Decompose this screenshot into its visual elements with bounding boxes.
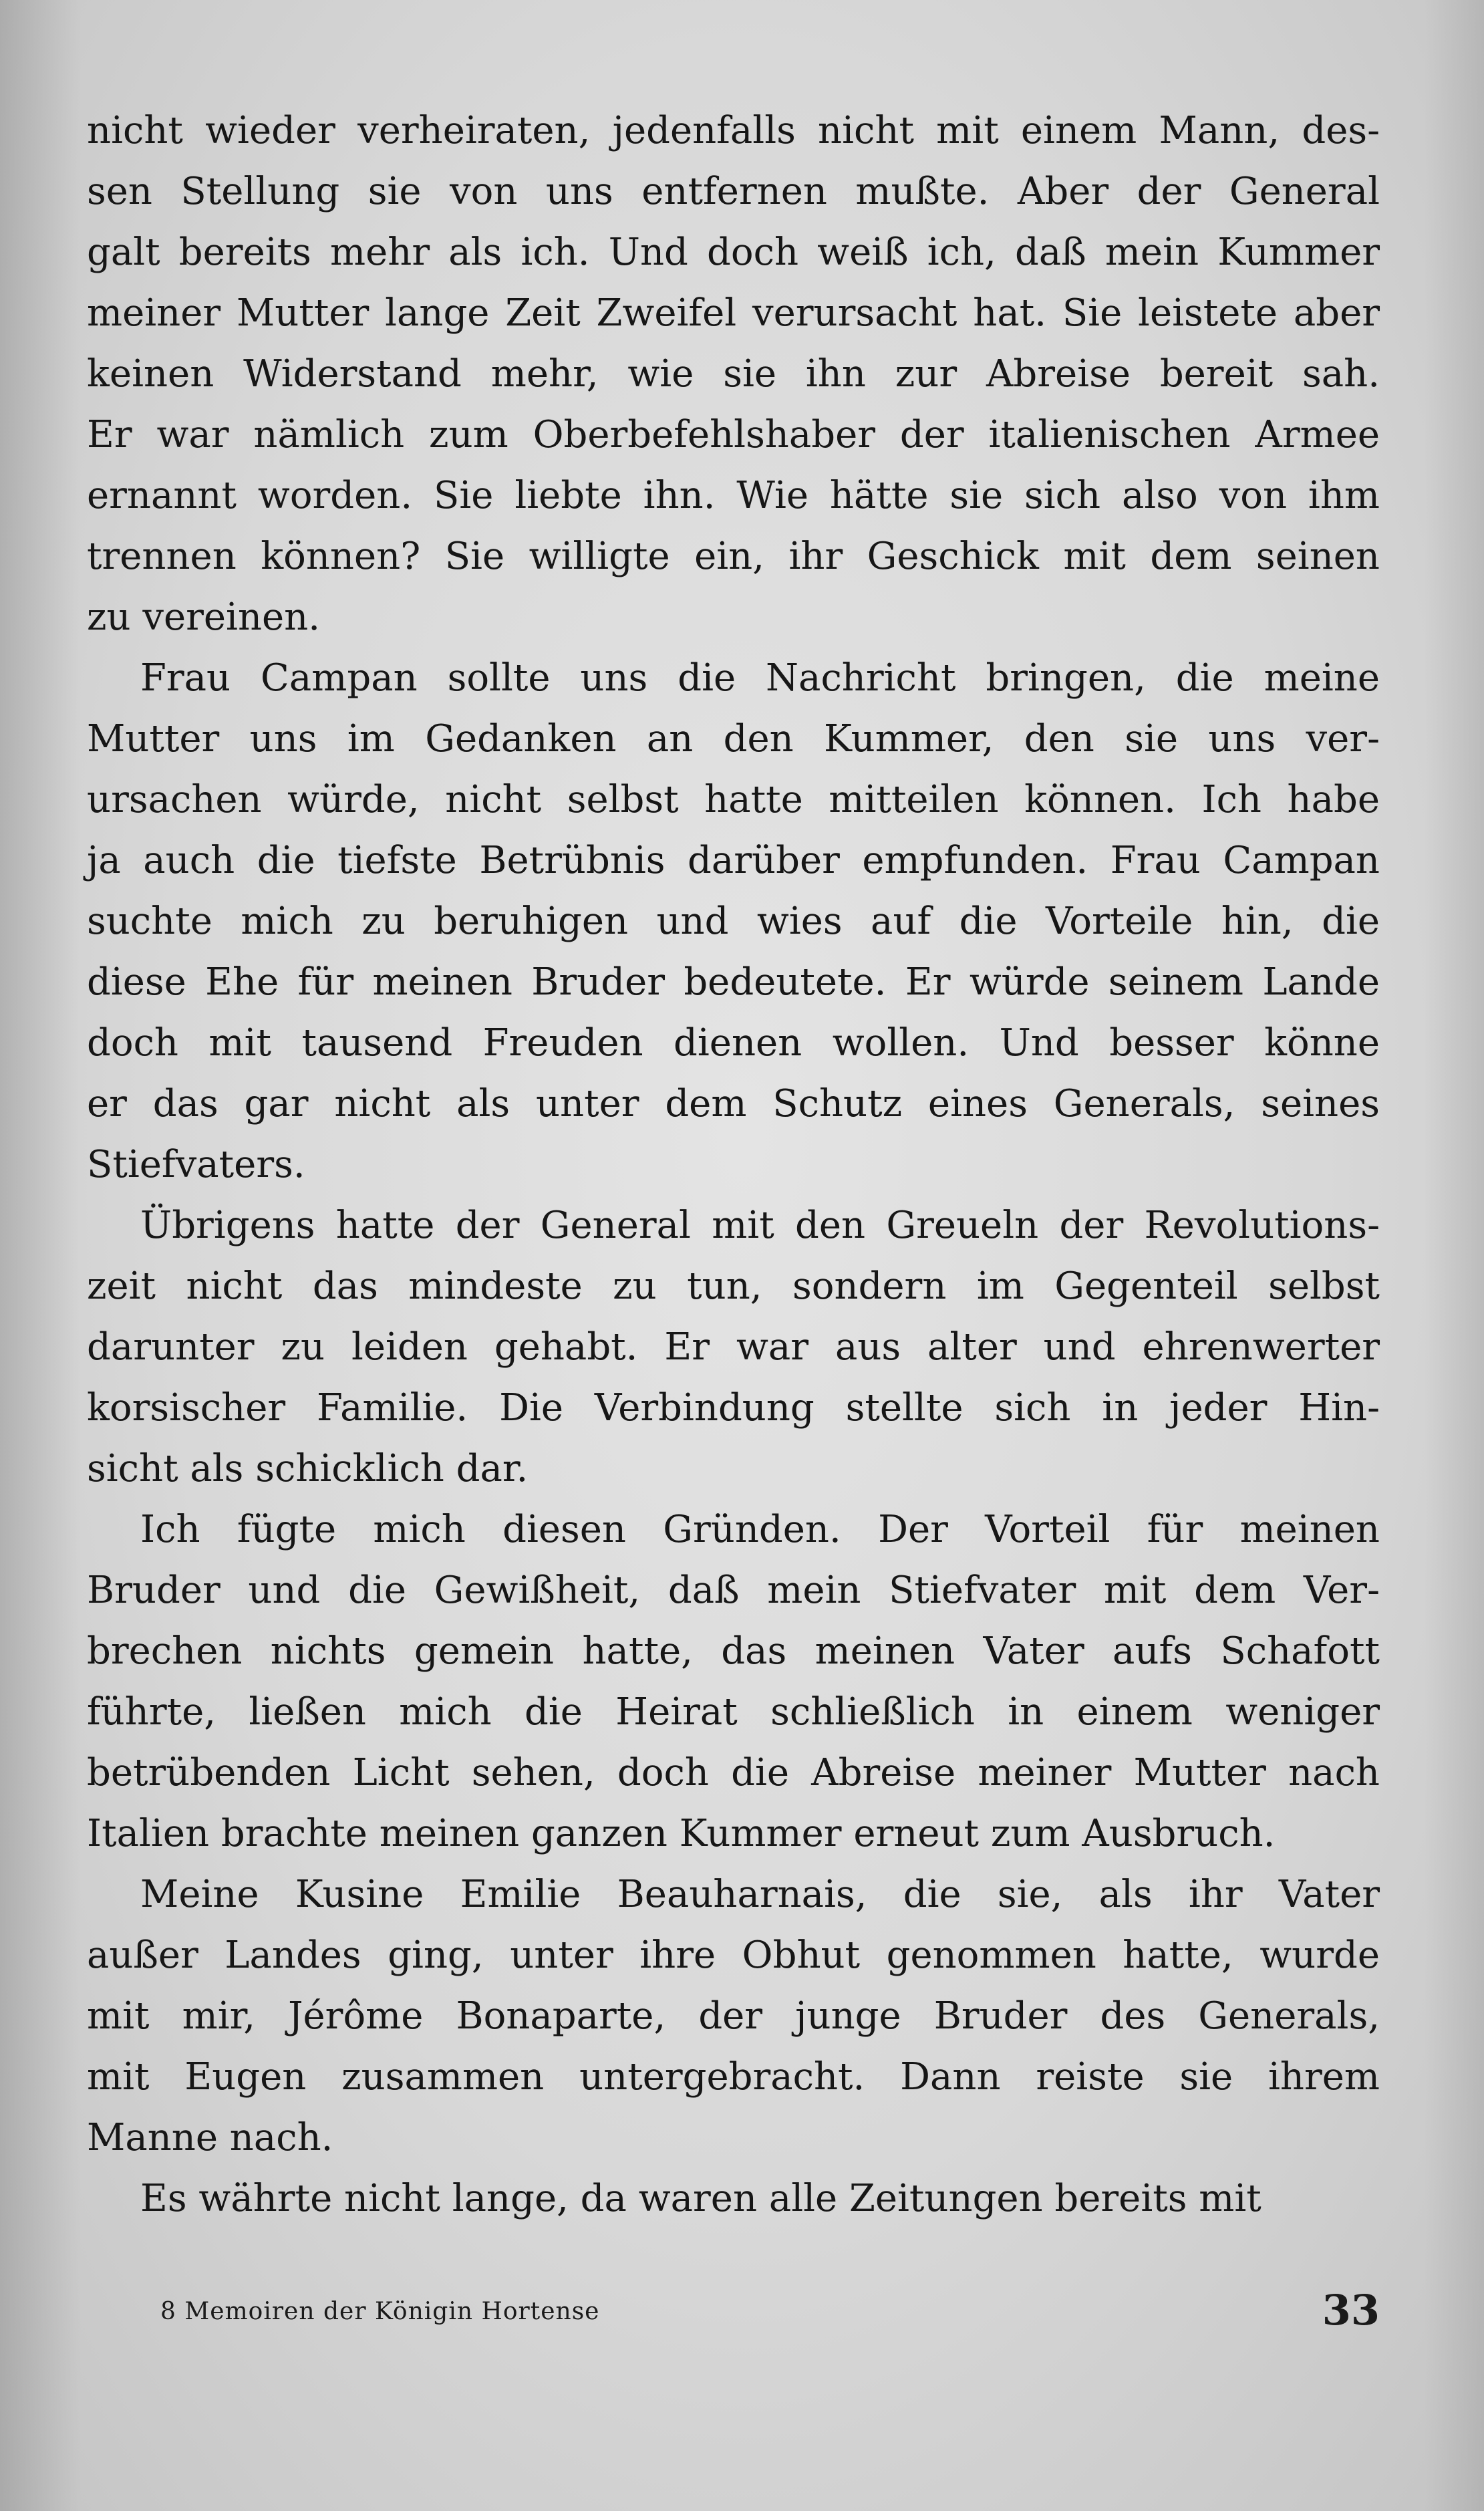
text-line: zeit nicht das mindeste zu tun, sondern im Gegenteil selbst xyxy=(87,1265,1380,1308)
text-line: Manne nach. xyxy=(87,2116,333,2159)
text-line: mit Eugen zusammen untergebracht. Dann reiste sie ihrem xyxy=(87,2055,1380,2099)
paragraph xyxy=(87,2168,1380,2229)
text-line: ernannt worden. Sie liebte ihn. Wie hätte sie sich also von ihm xyxy=(87,474,1380,517)
text-line: mit mir, Jérôme Bonaparte, der junge Bruder des Generals, xyxy=(87,1994,1380,2038)
text-line: Es währte nicht lange, da waren alle Zeitungen bereits mit xyxy=(140,2177,1262,2220)
paragraph xyxy=(87,1195,1380,1499)
text-line: außer Landes ging, unter ihre Obhut genommen hatte, wurde xyxy=(87,1934,1380,1977)
page-footer xyxy=(160,2286,1380,2339)
page-number: 33 xyxy=(1322,2286,1380,2335)
text-line: korsischer Familie. Die Verbindung stellte sich in jeder Hin- xyxy=(87,1386,1380,1430)
text-line: führte, ließen mich die Heirat schließlich in einem weniger xyxy=(87,1690,1380,1734)
paragraph xyxy=(87,1499,1380,1864)
text-line: betrübenden Licht sehen, doch die Abreise meiner Mutter nach xyxy=(87,1751,1380,1795)
text-line: er das gar nicht als unter dem Schutz eines Generals, seines xyxy=(87,1082,1380,1126)
text-line: brechen nichts gemein hatte, das meinen Vater aufs Schafott xyxy=(87,1629,1380,1673)
text-line: keinen Widerstand mehr, wie sie ihn zur Abreise bereit sah. xyxy=(87,352,1380,396)
text-line: sen Stellung sie von uns entfernen mußte. Aber der General xyxy=(87,170,1380,213)
text-line: diese Ehe für meinen Bruder bedeutete. Er würde seinem Lande xyxy=(87,960,1380,1004)
text-line: Italien brachte meinen ganzen Kummer erneut zum Ausbruch. xyxy=(87,1812,1276,1855)
text-line: ursachen würde, nicht selbst hatte mitteilen können. Ich habe xyxy=(87,778,1380,821)
text-line: galt bereits mehr als ich. Und doch weiß ich, daß mein Kummer xyxy=(87,231,1380,274)
text-line: Stiefvaters. xyxy=(87,1143,305,1186)
text-line: nicht wieder verheiraten, jedenfalls nicht mit einem Mann, des- xyxy=(87,109,1380,152)
text-line: sicht als schicklich dar. xyxy=(87,1447,529,1490)
text-line: trennen können? Sie willigte ein, ihr Geschick mit dem seinen xyxy=(87,535,1380,578)
text-line: ja auch die tiefste Betrübnis darüber empfunden. Frau Campan xyxy=(87,839,1380,882)
paragraph xyxy=(87,100,1380,648)
paragraph xyxy=(87,648,1380,1195)
text-line: Meine Kusine Emilie Beauharnais, die sie, als ihr Vater xyxy=(140,1873,1380,1916)
text-line: darunter zu leiden gehabt. Er war aus alter und ehrenwerter xyxy=(87,1325,1380,1369)
text-line: Mutter uns im Gedanken an den Kummer, den sie uns ver- xyxy=(87,717,1380,761)
text-line: Bruder und die Gewißheit, daß mein Stiefvater mit dem Ver- xyxy=(87,1569,1380,1612)
text-line: Frau Campan sollte uns die Nachricht bringen, die meine xyxy=(140,656,1380,700)
text-line: suchte mich zu beruhigen und wies auf die Vorteile hin, die xyxy=(87,900,1380,943)
text-line: meiner Mutter lange Zeit Zweifel verursacht hat. Sie leistete aber xyxy=(87,291,1380,335)
signature-line: 8 Memoiren der Königin Hortense xyxy=(160,2298,600,2325)
body-text xyxy=(87,100,1380,2229)
text-line: doch mit tausend Freuden dienen wollen. Und besser könne xyxy=(87,1021,1380,1065)
text-line: Ich fügte mich diesen Gründen. Der Vorteil für meinen xyxy=(140,1508,1380,1551)
page-edge-shadow xyxy=(1424,0,1484,2511)
paragraph xyxy=(87,1864,1380,2168)
text-line: Übrigens hatte der General mit den Greueln der Revolutions- xyxy=(140,1204,1380,1247)
page-gutter-shadow xyxy=(0,0,80,2511)
text-line: Er war nämlich zum Oberbefehlshaber der italienischen Armee xyxy=(87,413,1380,456)
text-line: zu vereinen. xyxy=(87,596,321,639)
